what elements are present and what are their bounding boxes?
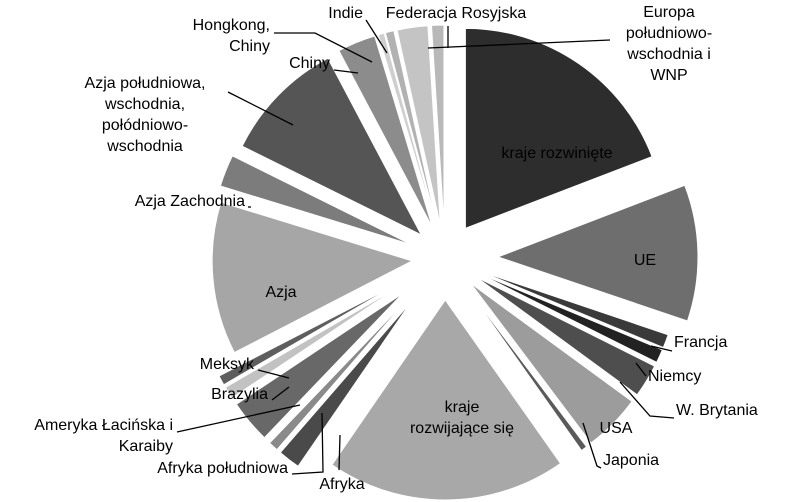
slice-label-line: Brazylia (211, 386, 268, 403)
slice-label-indie (328, 5, 363, 22)
slice-label-line: kraje (444, 399, 480, 416)
slice-label-line: wschodnia i (627, 46, 711, 63)
slice-label-line: Ameryka Łacińska i (34, 417, 173, 434)
pie-slice-kraje-rozwiniete (465, 28, 652, 228)
slice-label-usa (600, 420, 633, 437)
slice-label-kraje-rozwiniete (501, 145, 612, 162)
slice-label-brazylia (211, 386, 268, 403)
slice-label-afryka-poludniowa (157, 460, 288, 477)
slice-label-line: Azja południowa, (84, 75, 206, 92)
slice-label-line: wschodnia, (104, 96, 186, 113)
slice-label-line: Azja (265, 284, 297, 301)
slice-label-francja (674, 334, 727, 351)
slice-label-federacja-rosyjska (386, 5, 527, 22)
slice-label-line: Europa (643, 4, 695, 21)
slice-label-line: Japonia (603, 452, 660, 469)
slice-label-azja (265, 284, 296, 301)
slice-label-line: Federacja Rosyjska (385, 5, 527, 22)
slice-label-line: południowo- (625, 25, 713, 42)
slice-label-niemcy (648, 368, 701, 385)
slice-label-line: Indie (328, 5, 363, 22)
slice-label-line: Hongkong, (192, 17, 270, 34)
slice-label-line: rozwijające się (409, 420, 515, 437)
slice-label-line: wschodnia (107, 138, 183, 155)
slice-label-line: W. Brytania (676, 402, 758, 419)
slice-label-line: połódniowo- (101, 117, 189, 134)
slice-label-line: Chiny (289, 55, 330, 72)
slice-label-line: Chiny (229, 38, 270, 55)
slice-label-line: Karaiby (118, 438, 173, 455)
slice-label-ue (634, 252, 656, 269)
pie-slice-ue (498, 185, 698, 321)
slice-label-line: Afryka południowa (157, 460, 288, 477)
slice-label-line: USA (599, 420, 633, 437)
slice-label-line: Niemcy (648, 368, 702, 385)
slice-label-afryka (319, 476, 364, 493)
slice-label-meksyk (200, 356, 255, 373)
slice-label-line: Azja Zachodnia (134, 193, 245, 210)
slice-label-line: WNP (650, 67, 688, 84)
slice-label-line: Francja (674, 334, 728, 351)
slice-label-line: Meksyk (199, 356, 254, 373)
slice-label-chiny (289, 55, 330, 72)
slice-label-europa-poludniowo-wschodnia-i-wnp (626, 4, 712, 84)
slice-label-hongkong-chiny (193, 17, 270, 55)
slice-label-line: UE (633, 252, 657, 269)
slice-label-japonia (603, 452, 659, 469)
slice-label-ameryka-lacinska-i-karaiby (34, 417, 173, 455)
slice-label-w-brytania (676, 402, 758, 419)
slice-label-azja-poludniowa-wschodnia-polodniowo-wschodnia (85, 75, 206, 155)
slice-label-line: kraje rozwinięte (501, 145, 613, 162)
slice-label-line: Afryka (319, 476, 365, 493)
slice-label-azja-zachodnia (135, 193, 245, 210)
